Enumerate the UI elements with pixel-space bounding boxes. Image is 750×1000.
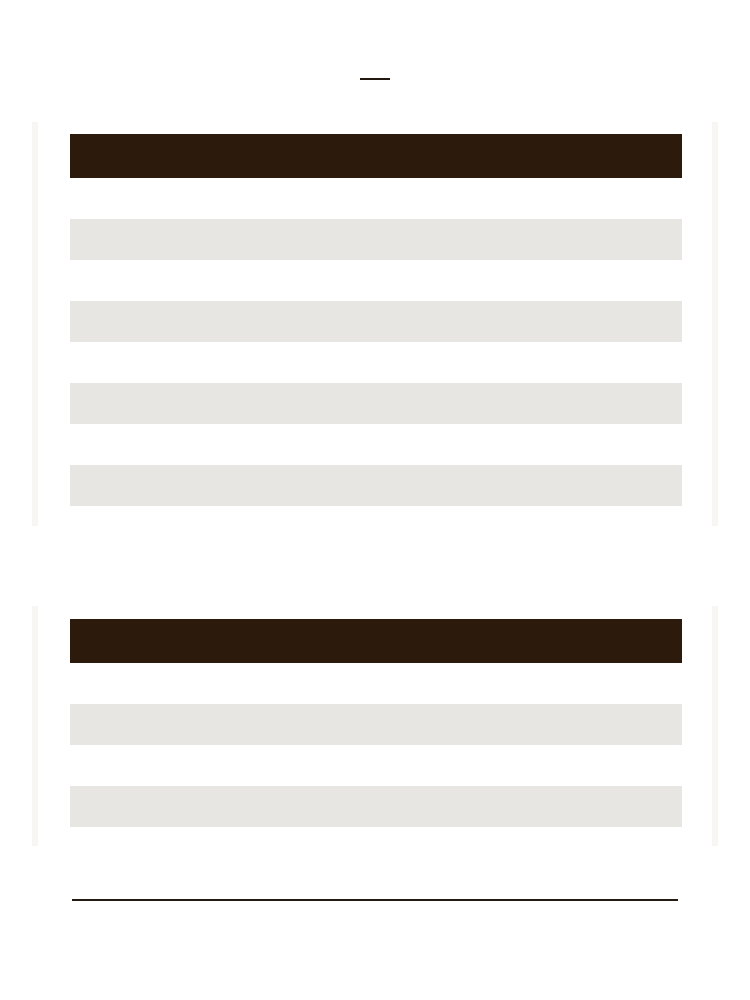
table-row [70, 260, 682, 301]
table-cell [70, 465, 148, 506]
table-cell [380, 260, 456, 301]
page-title [215, 8, 535, 44]
table-cell [570, 219, 682, 260]
table-cell [148, 219, 226, 260]
table-cell [456, 301, 570, 342]
table-cell [302, 342, 380, 383]
table-cell [456, 745, 570, 786]
table-cell [226, 424, 302, 465]
table-cell [70, 745, 148, 786]
table-row [70, 704, 682, 745]
table-cell [570, 424, 682, 465]
table-cell [70, 786, 148, 827]
table-cell [302, 260, 380, 301]
table-cell [302, 219, 380, 260]
table-2-frame [32, 606, 718, 846]
table-cell [226, 745, 302, 786]
table-cell [226, 465, 302, 506]
table-cell [380, 704, 456, 745]
table-1-frame [32, 122, 718, 526]
table-cell [456, 704, 570, 745]
column-header [226, 134, 302, 178]
table-cell [148, 786, 226, 827]
table-row [70, 178, 682, 219]
table-cell [570, 745, 682, 786]
table-2-heading [86, 586, 286, 608]
table-cell [148, 745, 226, 786]
table-cell [148, 301, 226, 342]
table-cell [380, 178, 456, 219]
column-header [148, 134, 226, 178]
table-cell [148, 465, 226, 506]
table-cell [226, 663, 302, 704]
table-cell [70, 301, 148, 342]
table-cell [226, 219, 302, 260]
column-header [226, 619, 302, 663]
table-cell [570, 663, 682, 704]
table-row [70, 219, 682, 260]
table-cell [570, 260, 682, 301]
table-cell [380, 663, 456, 704]
table-cell [380, 301, 456, 342]
column-header [570, 619, 682, 663]
table-1 [70, 134, 682, 506]
table-cell [302, 745, 380, 786]
column-header [70, 134, 148, 178]
table-cell [226, 704, 302, 745]
table-cell [148, 383, 226, 424]
table-cell [226, 786, 302, 827]
table-cell [570, 383, 682, 424]
table-cell [302, 301, 380, 342]
table-cell [70, 219, 148, 260]
table-cell [70, 663, 148, 704]
table-cell [570, 178, 682, 219]
table-cell [148, 178, 226, 219]
table-cell [456, 465, 570, 506]
table-cell [302, 465, 380, 506]
table-row [70, 786, 682, 827]
table-cell [570, 786, 682, 827]
table-cell [70, 260, 148, 301]
table-cell [380, 827, 456, 868]
table-cell [226, 301, 302, 342]
column-header [302, 134, 380, 178]
table-cell [302, 424, 380, 465]
table-cell [456, 663, 570, 704]
table-cell [302, 786, 380, 827]
table-cell [148, 260, 226, 301]
table-cell [380, 745, 456, 786]
title-rule [360, 78, 390, 80]
column-header [380, 619, 456, 663]
table-cell [148, 342, 226, 383]
table-2-header-row [70, 619, 682, 663]
table-cell [226, 383, 302, 424]
table-cell [380, 786, 456, 827]
column-header [148, 619, 226, 663]
table-cell [70, 178, 148, 219]
column-header [70, 619, 148, 663]
table-cell [570, 301, 682, 342]
table-cell [70, 704, 148, 745]
footer-rule [72, 899, 678, 901]
table-cell [570, 704, 682, 745]
table-cell [302, 827, 380, 868]
table-cell [456, 424, 570, 465]
table-cell [456, 178, 570, 219]
table-cell [456, 219, 570, 260]
table-cell [302, 704, 380, 745]
table-cell [570, 827, 682, 868]
table-cell [148, 704, 226, 745]
table-cell [70, 383, 148, 424]
table-row [70, 663, 682, 704]
table-cell [148, 424, 226, 465]
table-cell [570, 465, 682, 506]
table-2 [70, 619, 682, 868]
table-cell [380, 424, 456, 465]
table-cell [570, 342, 682, 383]
table-cell [380, 465, 456, 506]
table-row [70, 424, 682, 465]
column-header [456, 134, 570, 178]
table-cell [456, 827, 570, 868]
table-cell [70, 342, 148, 383]
table-cell [70, 424, 148, 465]
table-cell [226, 178, 302, 219]
table-cell [456, 260, 570, 301]
table-row [70, 827, 682, 868]
column-header [570, 134, 682, 178]
table-cell [70, 827, 148, 868]
table-row [70, 745, 682, 786]
table-row [70, 301, 682, 342]
table-row [70, 465, 682, 506]
table-cell [380, 219, 456, 260]
table-cell [302, 178, 380, 219]
column-header [456, 619, 570, 663]
table-row [70, 383, 682, 424]
table-cell [380, 342, 456, 383]
column-header [302, 619, 380, 663]
table-cell [456, 786, 570, 827]
column-header [380, 134, 456, 178]
table-cell [380, 383, 456, 424]
table-cell [302, 383, 380, 424]
table-cell [226, 260, 302, 301]
table-cell [226, 342, 302, 383]
table-row [70, 342, 682, 383]
table-cell [302, 663, 380, 704]
table-cell [226, 827, 302, 868]
table-1-heading [86, 96, 286, 118]
table-cell [148, 663, 226, 704]
table-cell [456, 383, 570, 424]
table-1-header-row [70, 134, 682, 178]
table-cell [148, 827, 226, 868]
table-cell [456, 342, 570, 383]
